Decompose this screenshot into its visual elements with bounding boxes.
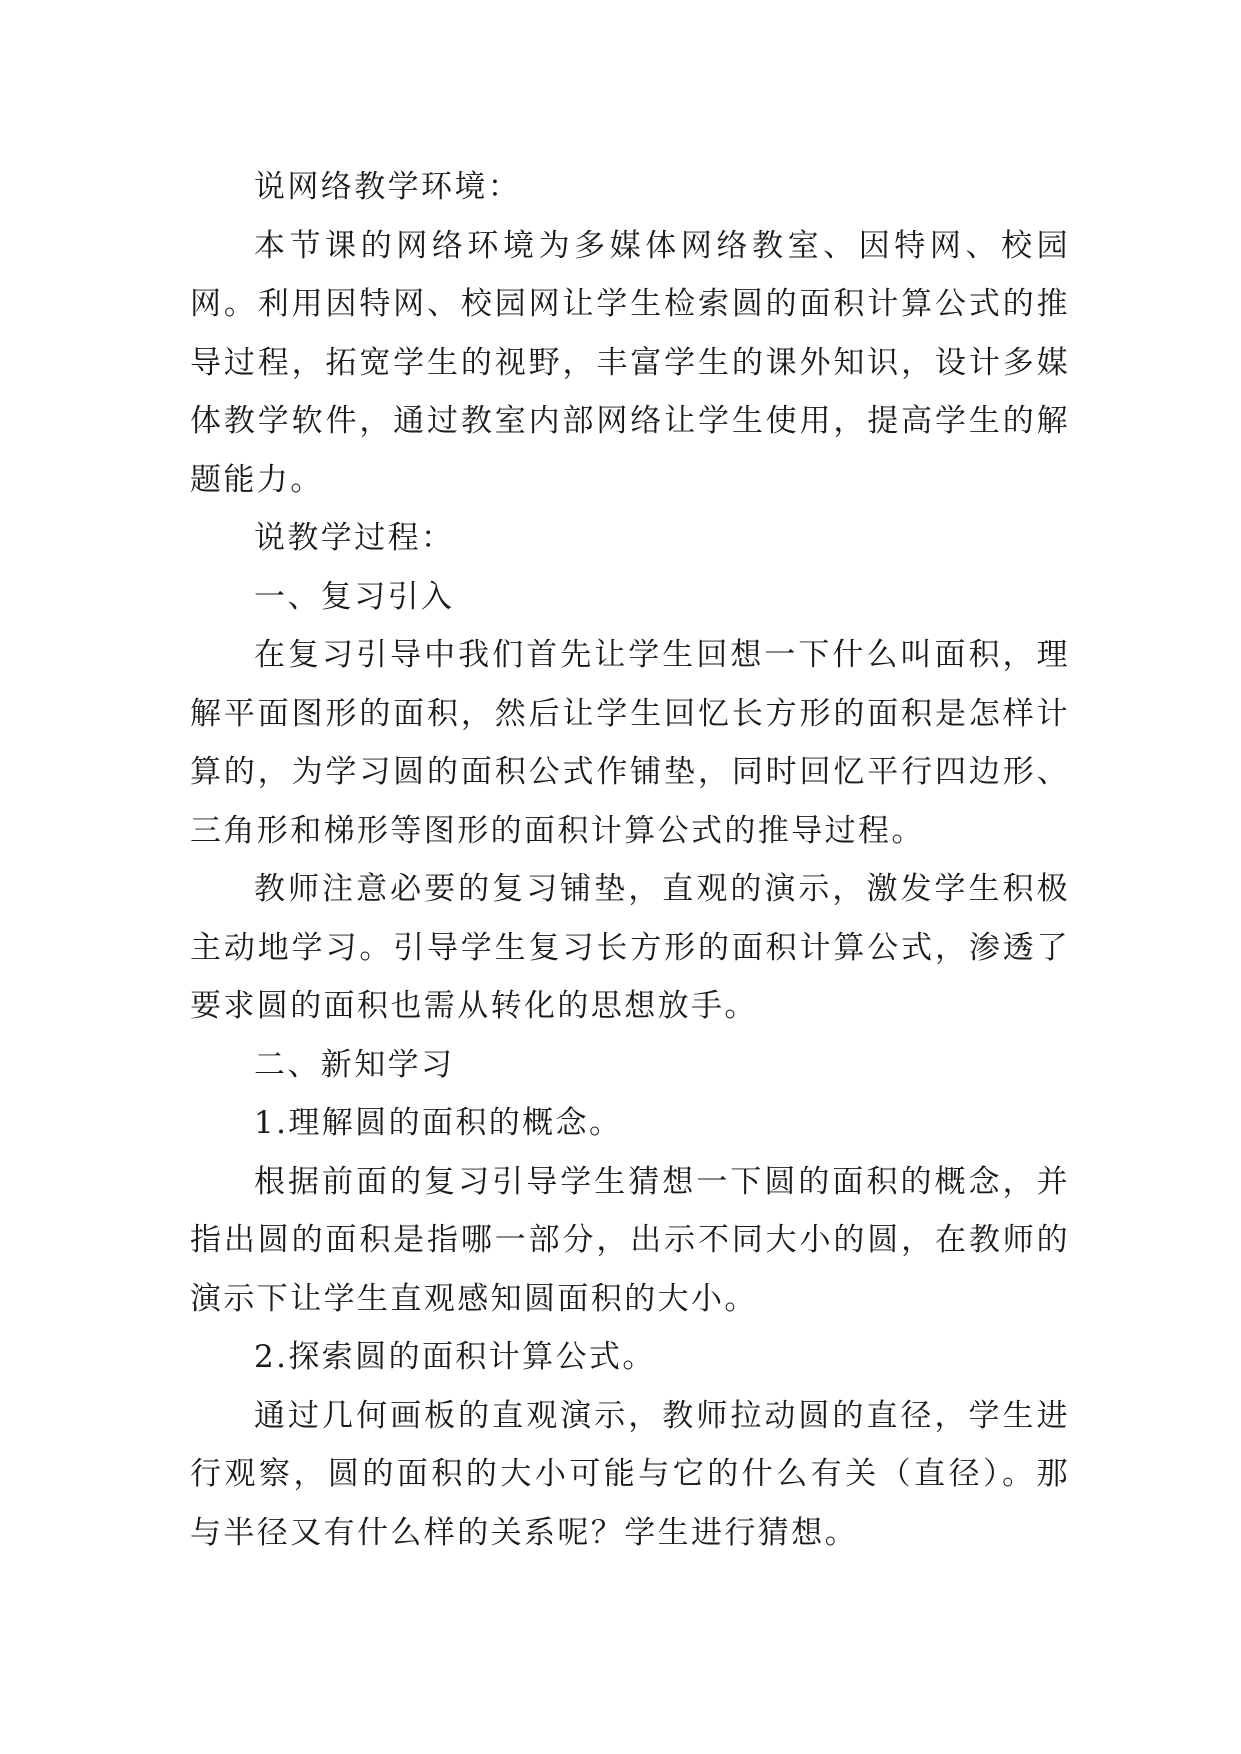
paragraph-geometry-demo: 通过几何画板的直观演示，教师拉动圆的直径，学生进行观察，圆的面积的大小可能与它的什么有关（直径）。那与半径又有什么样的关系呢？学生进行猜想。	[190, 1397, 1070, 1551]
numbered-item-2: 2.探索圆的面积计算公式。	[254, 1339, 656, 1375]
document-body	[190, 158, 1070, 1562]
paragraph-review-guidance: 在复习引导中我们首先让学生回想一下什么叫面积，理解平面图形的面积，然后让学生回忆长方形的面积是怎样计算的，为学习圆的面积公式作铺垫，同时回忆平行四边形、三角形和梯形等图形的面积计算公式的推导过程。	[190, 637, 1070, 849]
numbered-item-1: 1.理解圆的面积的概念。	[254, 1105, 623, 1141]
subheading-review-introduction: 一、复习引入	[254, 578, 455, 615]
section-heading-teaching-process: 说教学过程：	[254, 520, 455, 556]
subheading-new-knowledge: 二、新知学习	[254, 1046, 455, 1083]
paragraph-area-concept: 根据前面的复习引导学生猜想一下圆的面积的概念，并指出圆的面积是指哪一部分，出示不同大小的圆，在教师的演示下让学生直观感知圆面积的大小。	[190, 1163, 1070, 1317]
paragraph-teacher-attention: 教师注意必要的复习铺垫，直观的演示，激发学生积极主动地学习。引导学生复习长方形的面积计算公式，渗透了要求圆的面积也需从转化的思想放手。	[190, 871, 1070, 1024]
section-heading-network-environment: 说网络教学环境：	[254, 169, 522, 205]
paragraph-network-environment: 本节课的网络环境为多媒体网络教室、因特网、校园网。利用因特网、校园网让学生检索圆的面积计算公式的推导过程，拓宽学生的视野，丰富学生的课外知识，设计多媒体教学软件，通过教室内部网络让学生使用，提高学生的解题能力。	[190, 227, 1070, 498]
